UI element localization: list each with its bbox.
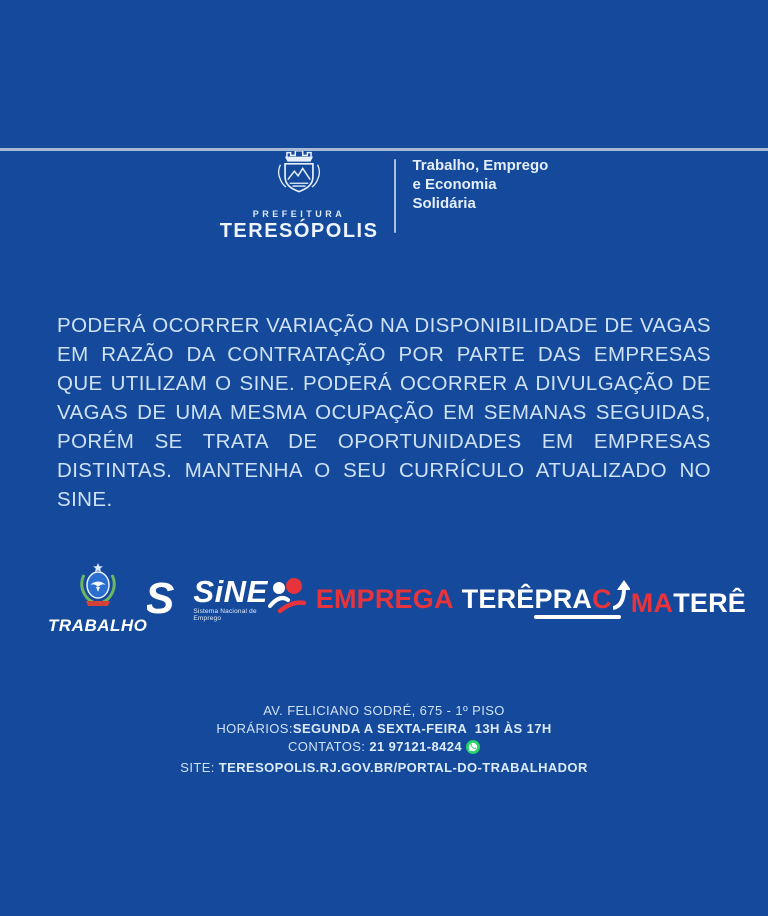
top-border-strip xyxy=(0,148,768,151)
empregatere-people-icon xyxy=(268,576,308,623)
department-line-1: Trabalho, Emprego xyxy=(412,157,549,174)
teresopolis-crest-icon xyxy=(271,148,327,205)
site-label: SITE: xyxy=(180,760,219,775)
hours-value: SEGUNDA A SEXTA-FEIRA 13H ÀS 17H xyxy=(292,721,552,736)
sine-logo xyxy=(147,576,267,623)
trabalho-logo xyxy=(48,563,147,636)
site-line xyxy=(0,759,768,777)
hours-label: HORÁRIOS: xyxy=(216,721,293,736)
address-line: AV. FELICIANO SODRÉ, 675 - 1º PISO xyxy=(263,703,505,718)
teresopolis-label: TERESÓPOLIS xyxy=(219,220,379,242)
c-text: C xyxy=(592,583,612,614)
emprega-tere-text: TERÊ xyxy=(461,583,535,614)
emprega-text: EMPREGA xyxy=(315,583,454,614)
sine-name: SiNE xyxy=(193,574,268,609)
up-arrow-icon xyxy=(613,580,630,617)
department-title xyxy=(412,156,548,213)
contact-phone[interactable]: 21 97121-8424 xyxy=(369,739,462,754)
sine-icon-letter: S xyxy=(147,575,175,618)
site-url[interactable]: TERESOPOLIS.RJ.GOV.BR/PORTAL-DO-TRABALHADOR xyxy=(218,760,588,775)
sine-s-icon xyxy=(147,576,187,623)
empregatere-logo xyxy=(268,576,535,623)
contact-label: CONTATOS: xyxy=(288,739,370,754)
trabalho-label: TRABALHO xyxy=(48,615,148,635)
prefeitura-label: PREFEITURA xyxy=(252,209,346,219)
whatsapp-icon[interactable] xyxy=(466,742,480,757)
pra-text: PRA xyxy=(534,583,593,614)
vacancy-notice-text: PODERÁ OCORRER VARIAÇÃO NA DISPONIBILIDADE DE VAGAS EM RAZÃO DA CONTRATAÇÃO POR PARTE DAS EMPRESAS QUE UTILIZAM O SINE. PODERÁ OCORRER A DIVULGAÇÃO DE VAGAS DE UMA MESMA OCUPAÇÃO EM SEMANAS SEGUIDAS, PORÉM SE TRATA DE OPORTUNIDADES EM EMPRESAS DISTINTAS. MANTENHA O SEU CURRÍCULO ATUALIZADO NO SINE. xyxy=(57,314,711,511)
rio-state-crest-icon xyxy=(77,563,119,614)
header xyxy=(0,148,768,243)
ma-text: MA xyxy=(630,587,674,618)
department-line-3: Solidária xyxy=(412,195,476,212)
pracima-tere-text: TERÊ xyxy=(673,587,746,618)
prefeitura-teresopolis-logo xyxy=(220,148,379,243)
pracimatere-logo xyxy=(534,580,746,619)
department-line-2: e Economia xyxy=(412,176,497,193)
sine-subtitle: Sistema Nacional de Emprego xyxy=(193,608,257,622)
hours-line xyxy=(0,720,768,738)
contact-footer xyxy=(0,702,768,777)
header-divider xyxy=(394,159,396,233)
partner-logos-row xyxy=(0,558,768,640)
contact-line xyxy=(0,738,768,759)
